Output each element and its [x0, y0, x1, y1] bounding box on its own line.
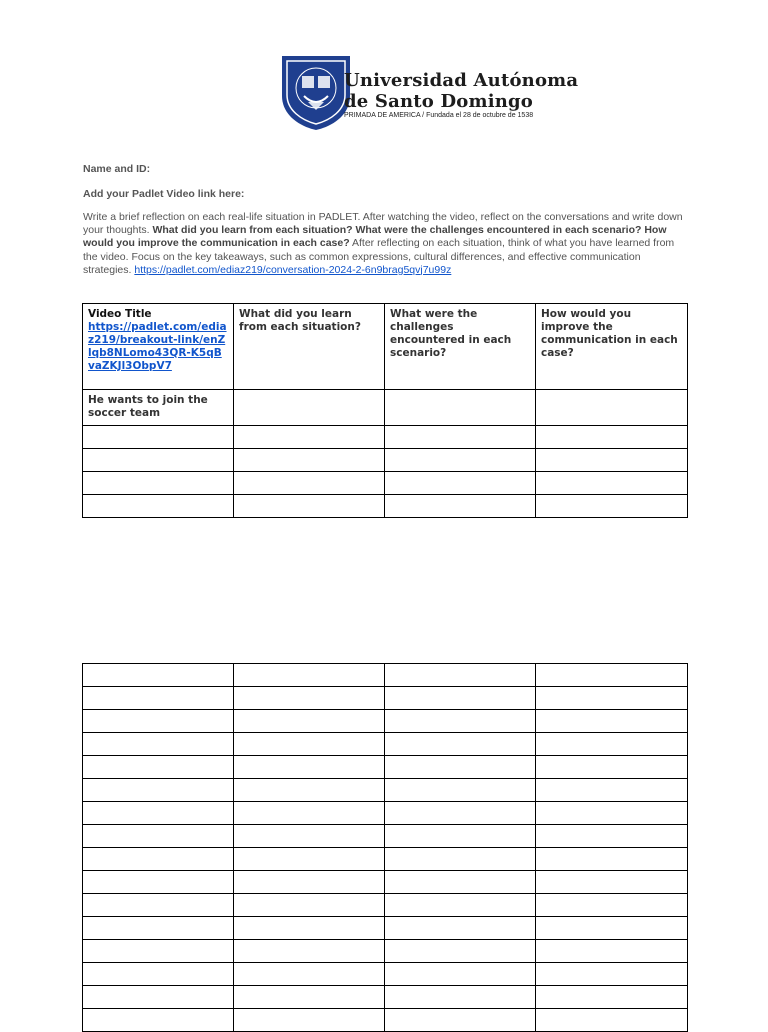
empty-cell[interactable] [385, 733, 536, 756]
empty-cell[interactable] [385, 687, 536, 710]
empty-cell[interactable] [234, 871, 385, 894]
empty-cell[interactable] [536, 733, 688, 756]
empty-cell[interactable] [234, 825, 385, 848]
answer-cell[interactable] [536, 390, 688, 426]
empty-cell[interactable] [385, 664, 536, 687]
table-row [83, 894, 688, 917]
empty-cell[interactable] [536, 1009, 688, 1032]
empty-cell[interactable] [385, 1009, 536, 1032]
instructions-outro: After reflecting on each situation, think of what you have learned from the video. Focus on the key takeaways, such as common expressions, cultural differences, and effective communication strategies. [83, 237, 675, 276]
empty-cell[interactable] [83, 940, 234, 963]
instructions-paragraph [83, 211, 683, 277]
empty-cell[interactable] [385, 917, 536, 940]
empty-cell[interactable] [83, 687, 234, 710]
empty-cell[interactable] [234, 779, 385, 802]
empty-cell[interactable] [385, 802, 536, 825]
empty-cell[interactable] [234, 848, 385, 871]
empty-cell[interactable] [234, 963, 385, 986]
empty-cell[interactable] [385, 825, 536, 848]
empty-cell[interactable] [234, 894, 385, 917]
empty-cell[interactable] [83, 733, 234, 756]
empty-cell[interactable] [234, 756, 385, 779]
table-row [83, 825, 688, 848]
empty-cell[interactable] [536, 940, 688, 963]
empty-cell[interactable] [83, 963, 234, 986]
empty-cell[interactable] [385, 472, 536, 495]
table-row [83, 756, 688, 779]
empty-cell[interactable] [385, 848, 536, 871]
university-name-line2: de Santo Domingo [344, 91, 534, 112]
table-header-row [83, 304, 688, 390]
empty-cell[interactable] [234, 472, 385, 495]
empty-cell[interactable] [536, 756, 688, 779]
reflection-table [82, 303, 688, 518]
empty-cell[interactable] [234, 495, 385, 518]
empty-cell[interactable] [385, 894, 536, 917]
empty-cell[interactable] [234, 664, 385, 687]
empty-cell[interactable] [234, 710, 385, 733]
empty-cell[interactable] [536, 495, 688, 518]
table-row [83, 871, 688, 894]
answer-cell[interactable] [385, 390, 536, 426]
table-row [83, 495, 688, 518]
empty-cell[interactable] [536, 871, 688, 894]
table-row [83, 986, 688, 1009]
empty-cell[interactable] [83, 871, 234, 894]
empty-cell[interactable] [385, 871, 536, 894]
empty-cell[interactable] [83, 426, 234, 449]
empty-cell[interactable] [536, 894, 688, 917]
padlet-link-label: Add your Padlet Video link here: [83, 188, 245, 200]
table-row [83, 426, 688, 449]
empty-cell[interactable] [536, 449, 688, 472]
empty-cell[interactable] [536, 802, 688, 825]
empty-cell[interactable] [536, 472, 688, 495]
empty-cell[interactable] [234, 1009, 385, 1032]
university-header [278, 52, 579, 132]
table-row [83, 802, 688, 825]
university-seal-icon [278, 52, 354, 132]
empty-cell[interactable] [83, 472, 234, 495]
video-title-heading: Video Title [88, 308, 152, 320]
empty-cell[interactable] [83, 449, 234, 472]
empty-cell[interactable] [83, 894, 234, 917]
empty-cell[interactable] [83, 756, 234, 779]
breakout-video-link[interactable]: https://padlet.com/ediaz219/breakout-link/enZlqb8NLomo43QR-K5qBvaZKJl3ObpV7 [88, 321, 227, 372]
empty-cell[interactable] [536, 963, 688, 986]
empty-cell[interactable] [83, 1009, 234, 1032]
table-row [83, 390, 688, 426]
padlet-conversation-link[interactable]: https://padlet.com/ediaz219/conversation-2024-2-6n9brag5qvj7u99z [134, 263, 452, 276]
empty-cell[interactable] [536, 426, 688, 449]
empty-cell[interactable] [385, 710, 536, 733]
table-row [83, 848, 688, 871]
empty-cell[interactable] [536, 848, 688, 871]
empty-cell[interactable] [234, 917, 385, 940]
university-tagline: PRIMADA DE AMERICA / Fundada el 28 de octubre de 1538 [344, 112, 534, 119]
blank-table [82, 663, 688, 1032]
empty-cell[interactable] [234, 426, 385, 449]
empty-cell[interactable] [536, 664, 688, 687]
empty-cell[interactable] [536, 825, 688, 848]
header-cell-video-title [83, 304, 234, 390]
university-name-line1: Universidad Autónoma [344, 70, 579, 91]
empty-cell[interactable] [385, 495, 536, 518]
empty-cell[interactable] [83, 779, 234, 802]
empty-cell[interactable] [234, 940, 385, 963]
empty-cell[interactable] [83, 495, 234, 518]
table-row [83, 472, 688, 495]
empty-cell[interactable] [536, 687, 688, 710]
table-row [83, 963, 688, 986]
table-row [83, 779, 688, 802]
empty-cell[interactable] [385, 779, 536, 802]
name-id-label: Name and ID: [83, 163, 151, 175]
empty-cell[interactable] [83, 917, 234, 940]
empty-cell[interactable] [536, 986, 688, 1009]
empty-cell[interactable] [83, 825, 234, 848]
empty-cell[interactable] [234, 986, 385, 1009]
table-row [83, 1009, 688, 1032]
blank-table-body [83, 664, 688, 1032]
header-cell-learn: What did you learn from each situation? [234, 304, 385, 390]
empty-cell[interactable] [83, 710, 234, 733]
table-row [83, 449, 688, 472]
empty-cell[interactable] [83, 986, 234, 1009]
empty-cell[interactable] [536, 710, 688, 733]
table-row [83, 917, 688, 940]
answer-cell[interactable] [234, 390, 385, 426]
instructions-intro: Write a brief reflection on each real-life situation in PADLET. After watching the video, reflect on the conversations and write down your thoughts. [83, 211, 683, 237]
empty-cell[interactable] [83, 848, 234, 871]
empty-cell[interactable] [234, 802, 385, 825]
header-cell-improve: How would you improve the communication in each case? [536, 304, 688, 390]
header-cell-challenges: What were the challenges encountered in each scenario? [385, 304, 536, 390]
situation-cell: He wants to join the soccer team [83, 390, 234, 426]
table-row [83, 733, 688, 756]
empty-cell[interactable] [385, 940, 536, 963]
empty-cell[interactable] [234, 449, 385, 472]
empty-cell[interactable] [234, 687, 385, 710]
empty-cell[interactable] [385, 986, 536, 1009]
instructions-questions: What did you learn from each situation? What were the challenges encountered in each scenario? How would you improve the communication in each case? [83, 224, 667, 250]
table-row [83, 940, 688, 963]
empty-cell[interactable] [83, 664, 234, 687]
empty-cell[interactable] [83, 802, 234, 825]
empty-cell[interactable] [385, 449, 536, 472]
empty-cell[interactable] [385, 963, 536, 986]
empty-cell[interactable] [536, 779, 688, 802]
table-row [83, 664, 688, 687]
empty-cell[interactable] [536, 917, 688, 940]
empty-cell[interactable] [385, 426, 536, 449]
table-row [83, 687, 688, 710]
university-name [344, 70, 578, 112]
empty-cell[interactable] [234, 733, 385, 756]
empty-cell[interactable] [385, 756, 536, 779]
table-row [83, 710, 688, 733]
